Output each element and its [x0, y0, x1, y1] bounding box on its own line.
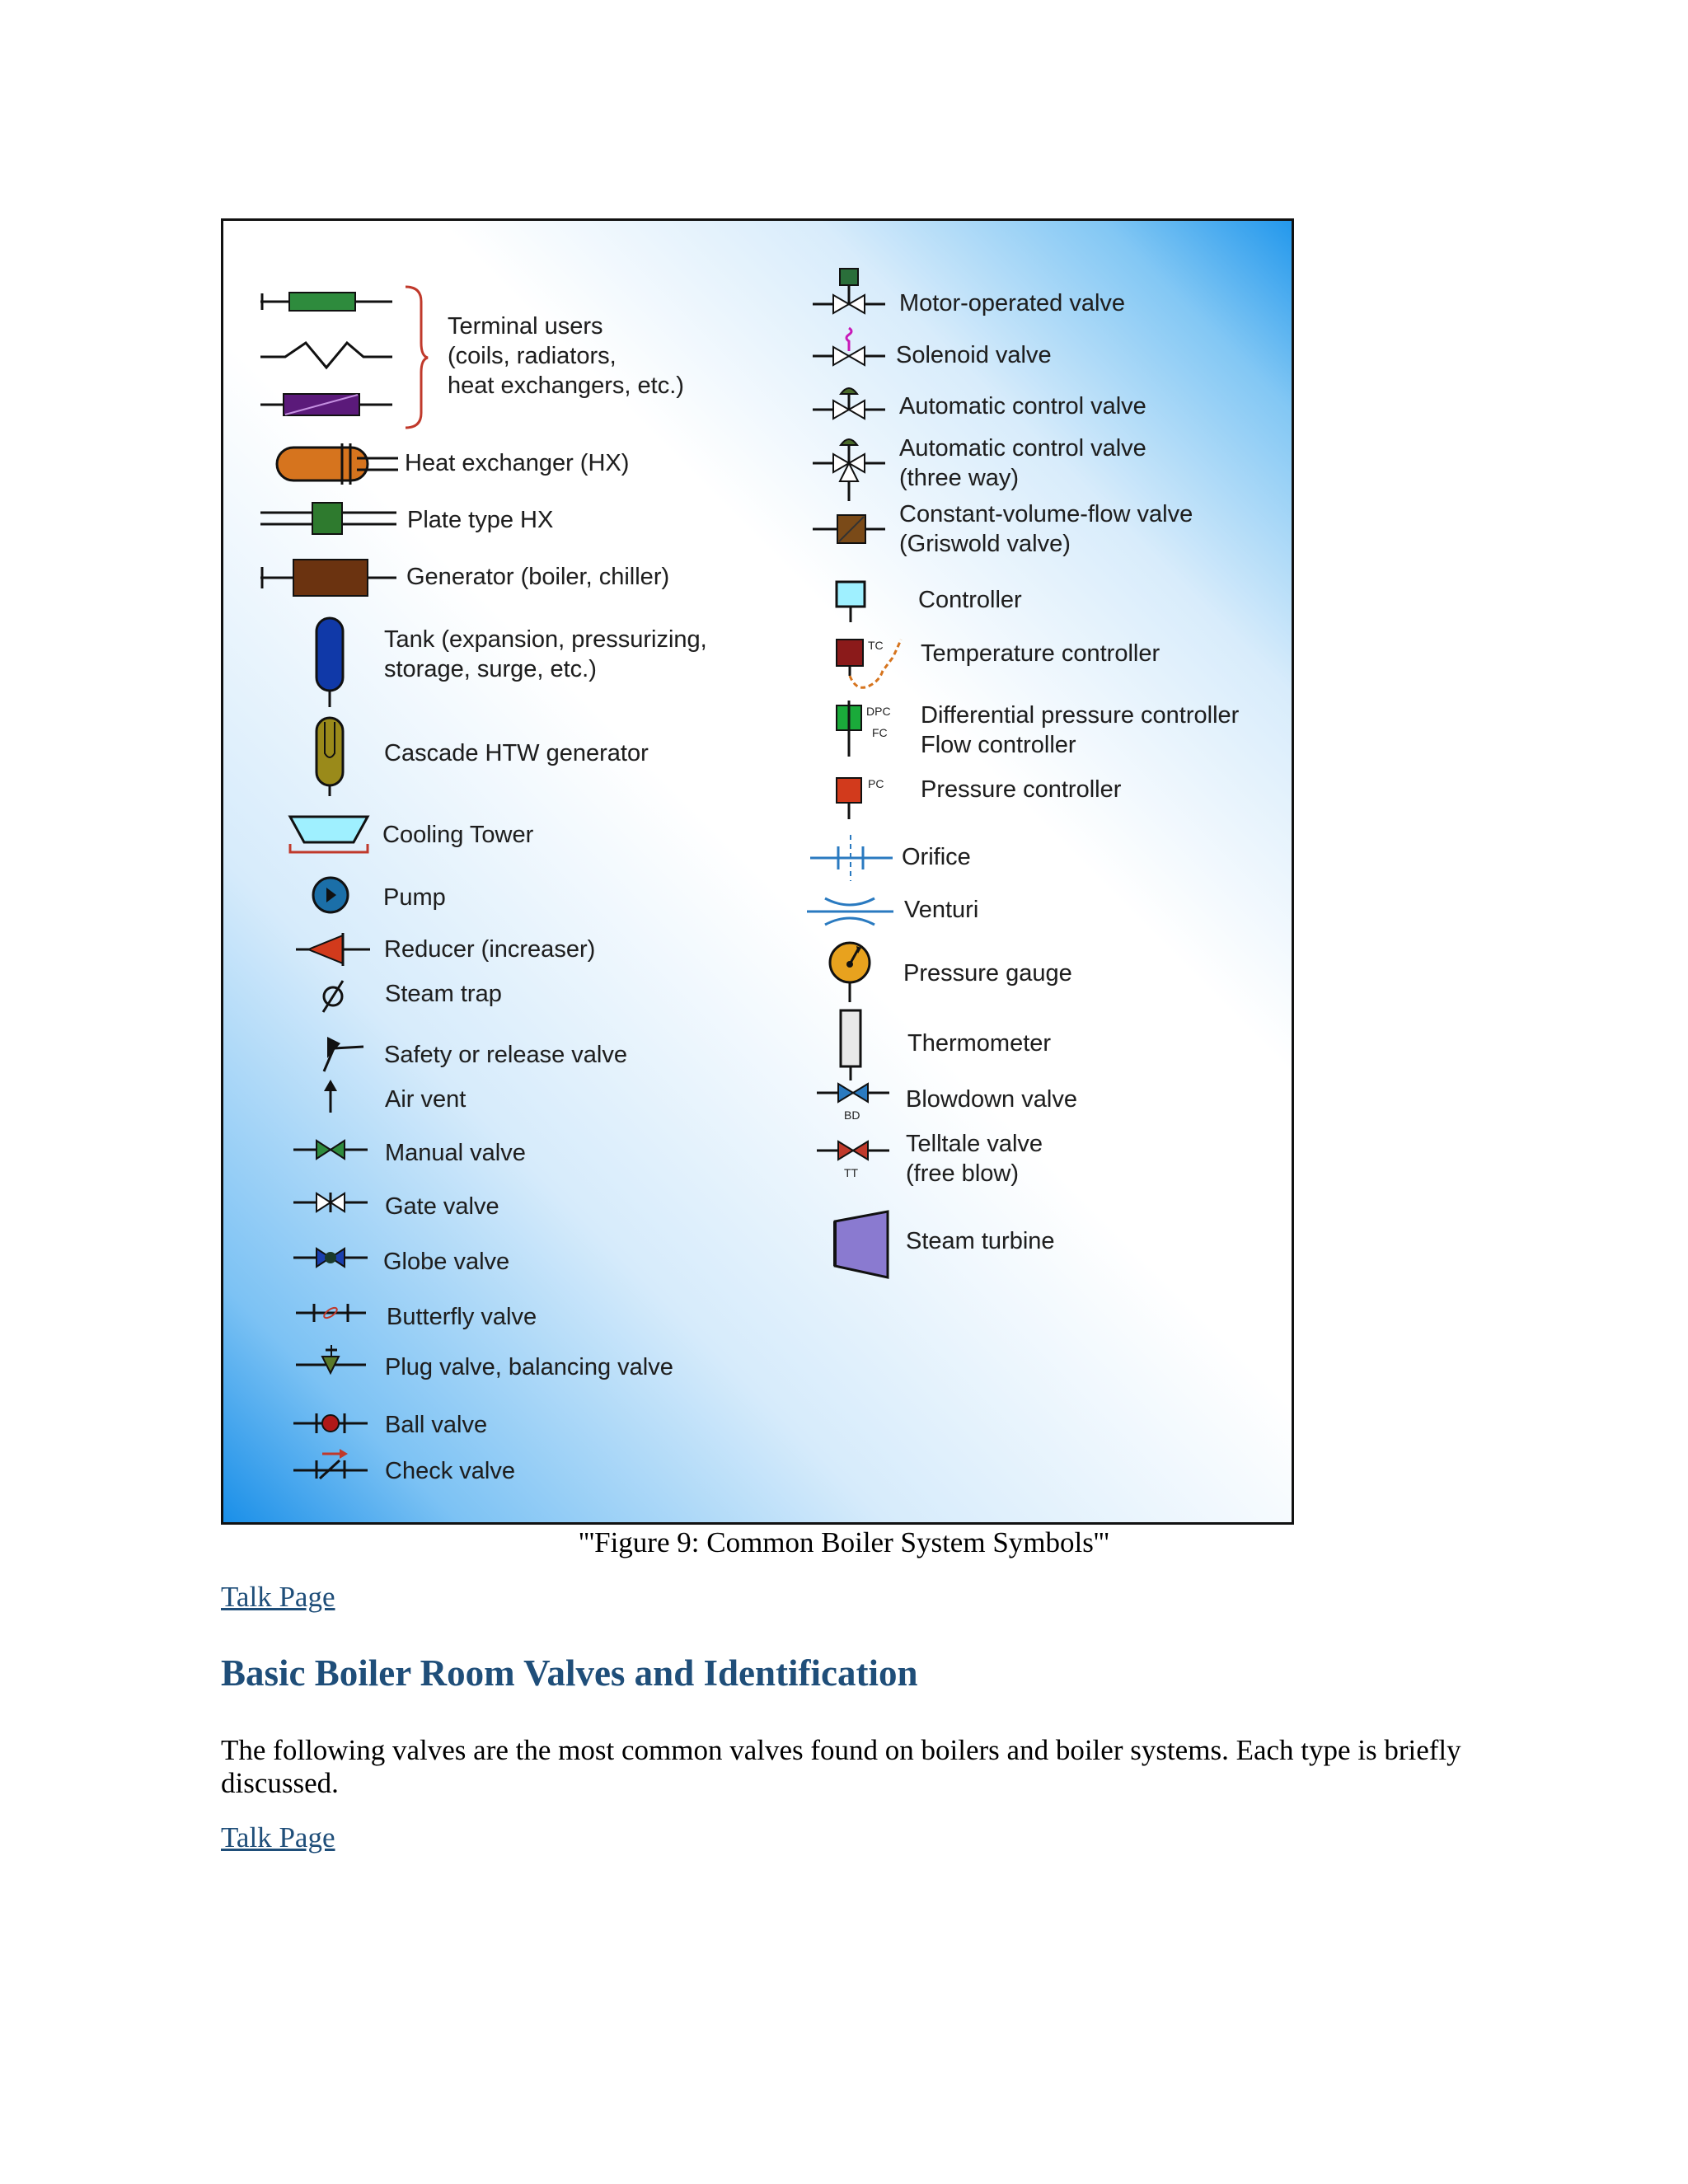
blowdown-valve-icon	[817, 1078, 891, 1127]
boiler-symbols-figure	[221, 218, 1294, 1525]
cooling-tower-icon	[288, 814, 370, 855]
intro-paragraph: The following valves are the most common valves found on boilers and boiler systems. Each type is briefly discussed.	[221, 1734, 1461, 1799]
air-vent-label: Air vent	[385, 1086, 467, 1113]
steam-trap-icon	[318, 977, 348, 1015]
plug-valve-label: Plug valve, balancing valve	[385, 1354, 673, 1380]
venturi-label: Venturi	[904, 897, 979, 923]
check-valve-icon	[293, 1446, 368, 1480]
auto-valve-label: Automatic control valve	[899, 393, 1146, 419]
griswold-valve-label: Constant-volume-flow valve (Griswold valve)	[899, 501, 1193, 557]
plug-valve-icon	[296, 1343, 366, 1378]
venturi-icon	[807, 890, 893, 933]
temperature-controller-icon	[833, 633, 916, 699]
terminal-heat-exchanger-icon	[260, 391, 392, 418]
generator-icon	[260, 557, 396, 598]
figure-caption: '''Figure 9: Common Boiler System Symbols'''	[579, 1526, 1109, 1558]
svg-text:BD: BD	[844, 1108, 860, 1122]
controller-icon	[833, 579, 870, 622]
butterfly-valve-icon	[296, 1301, 366, 1325]
steam-trap-label: Steam trap	[385, 981, 502, 1007]
section-heading: Basic Boiler Room Valves and Identification	[221, 1652, 918, 1694]
butterfly-valve-label: Butterfly valve	[387, 1304, 537, 1330]
three-way-valve-label: Automatic control valve (three way)	[899, 435, 1146, 491]
talk-page-link[interactable]: Talk Page	[221, 1581, 335, 1613]
plate-hx-label: Plate type HX	[407, 507, 554, 533]
air-vent-icon	[321, 1078, 340, 1114]
dp-controller-label: Differential pressure controller Flow controller	[921, 702, 1240, 758]
dp-controller-icon	[833, 699, 916, 757]
cascade-htw-generator-icon	[312, 714, 347, 796]
ball-valve-icon	[293, 1411, 368, 1436]
gate-valve-icon	[293, 1190, 368, 1215]
motor-valve-label: Motor-operated valve	[899, 290, 1126, 316]
terminal-users-label: Terminal users (coils, radiators, heat exchangers, etc.)	[448, 313, 684, 399]
globe-valve-label: Globe valve	[383, 1249, 510, 1275]
temperature-controller-label: Temperature controller	[921, 640, 1160, 667]
steam-turbine-icon	[830, 1210, 893, 1279]
pump-label: Pump	[383, 884, 446, 911]
globe-valve-icon	[293, 1245, 368, 1270]
telltale-valve-label: Telltale valve (free blow)	[906, 1131, 1043, 1187]
svg-text:DPC: DPC	[866, 705, 891, 718]
reducer-label: Reducer (increaser)	[384, 936, 596, 963]
svg-text:PC: PC	[868, 777, 884, 790]
heat-exchanger-label: Heat exchanger (HX)	[405, 450, 630, 476]
ball-valve-label: Ball valve	[385, 1412, 488, 1438]
solenoid-valve-label: Solenoid valve	[896, 342, 1052, 368]
telltale-valve-icon	[817, 1136, 891, 1185]
safety-valve-icon	[316, 1030, 365, 1073]
pressure-controller-icon	[833, 771, 907, 819]
manual-valve-label: Manual valve	[385, 1140, 526, 1166]
generator-label: Generator (boiler, chiller)	[406, 564, 670, 590]
tank-icon	[312, 616, 347, 707]
orifice-icon	[810, 835, 893, 881]
pressure-gauge-icon	[827, 940, 873, 1002]
brace-icon	[403, 285, 428, 429]
automatic-control-valve-icon	[813, 382, 887, 422]
three-way-valve-icon	[813, 434, 887, 501]
gate-valve-label: Gate valve	[385, 1193, 499, 1220]
steam-turbine-label: Steam turbine	[906, 1228, 1055, 1254]
safety-valve-label: Safety or release valve	[384, 1042, 627, 1068]
griswold-valve-icon	[813, 511, 887, 547]
cooling-tower-label: Cooling Tower	[382, 822, 534, 848]
blowdown-valve-label: Blowdown valve	[906, 1086, 1077, 1113]
reducer-icon	[296, 931, 370, 968]
svg-text:TT: TT	[844, 1166, 859, 1179]
cascade-label: Cascade HTW generator	[384, 740, 649, 766]
controller-label: Controller	[918, 587, 1022, 613]
tank-label: Tank (expansion, pressurizing, storage, surge, etc.)	[384, 626, 707, 682]
motor-operated-valve-icon	[813, 269, 887, 318]
check-valve-label: Check valve	[385, 1458, 515, 1484]
orifice-label: Orifice	[902, 844, 971, 870]
terminal-radiator-icon	[260, 339, 392, 372]
manual-valve-icon	[293, 1137, 368, 1162]
pressure-gauge-label: Pressure gauge	[903, 960, 1072, 987]
talk-page-link[interactable]: Talk Page	[221, 1821, 335, 1854]
svg-text:TC: TC	[868, 639, 884, 652]
thermometer-label: Thermometer	[907, 1030, 1052, 1057]
heat-exchanger-icon	[274, 443, 398, 485]
pressure-controller-label: Pressure controller	[921, 776, 1122, 803]
terminal-coil-icon	[260, 289, 392, 314]
svg-text:FC: FC	[872, 726, 888, 739]
plate-hx-icon	[260, 501, 396, 536]
solenoid-valve-icon	[813, 326, 887, 369]
pump-icon	[310, 874, 351, 916]
thermometer-icon	[836, 1008, 865, 1080]
